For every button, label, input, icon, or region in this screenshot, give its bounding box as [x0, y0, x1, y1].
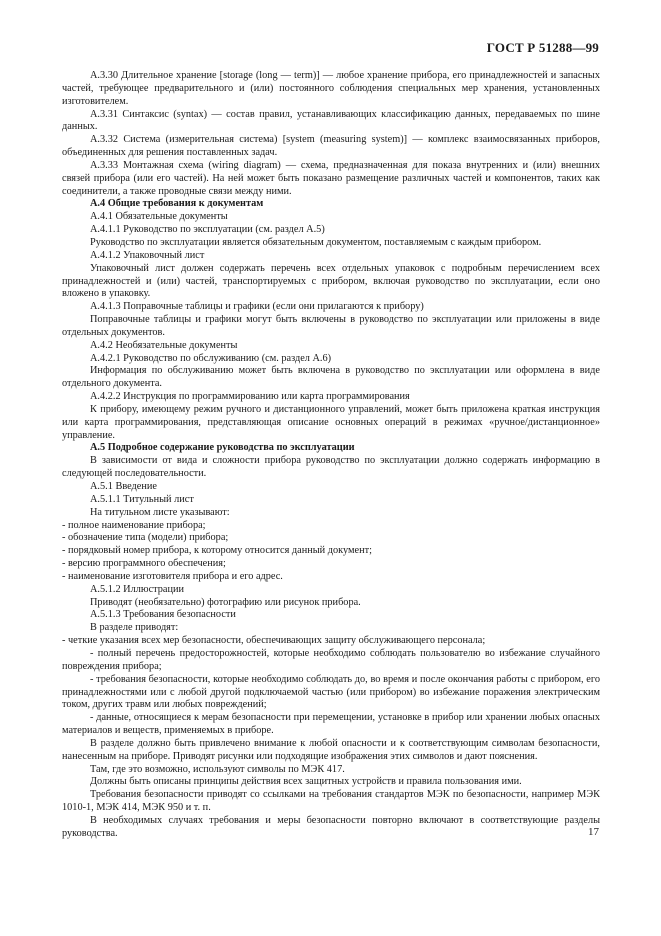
paragraph: - полное наименование прибора; [62, 519, 206, 531]
paragraph: Там, где это возможно, используют символы по МЭК 417. [90, 763, 345, 775]
paragraph: Упаковочный лист должен содержать перечень всех отдельных упаковок с подробным перечислением всех принадлежностей и (или) частей, транспортируемых с прибором, включая руководство по эксплуатации, если оно вложено в упаковку. [62, 262, 600, 300]
paragraph: К прибору, имеющему режим ручного и дистанционного управлений, может быть приложена краткая инструкция или карта программирования, представляющая описание основных операций в режимах «ручное/дистанционное» управление. [62, 403, 600, 441]
paragraph: - порядковый номер прибора, к которому относится данный документ; [62, 545, 372, 557]
paragraph: А.4.1.3 Поправочные таблицы и графики (если они прилагаются к прибору) [90, 301, 424, 313]
paragraph: Приводят (необязательно) фотографию или рисунок прибора. [90, 596, 361, 608]
paragraph: А.3.33 Монтажная схема (wiring diagram) — схема, предназначенная для показа внутренних и (или) внешних связей прибора (или его частей). На ней может быть показано размещение различных частей и компонентов, таких как соединители, а также проводные связи между ними. [62, 159, 600, 197]
paragraph: А.4.1.1 Руководство по эксплуатации (см. раздел А.5) [90, 224, 325, 236]
page-number: 17 [588, 826, 599, 838]
paragraph: А.4.1.2 Упаковочный лист [90, 249, 205, 261]
paragraph: А.4.2.1 Руководство по обслуживанию (см. раздел А.6) [90, 352, 332, 364]
paragraph: А.4.1 Обязательные документы [90, 211, 228, 223]
paragraph: - данные, относящиеся к мерам безопасности при перемещении, установке в прибор или хранении любых опасных материалов и веществ, применяемых в приборе. [62, 712, 600, 737]
paragraph: А.4.2 Необязательные документы [90, 339, 238, 351]
paragraph: А.5.1.2 Иллюстрации [90, 583, 185, 595]
paragraph: Должны быть описаны принципы действия всех защитных устройств и правила пользования ими. [90, 776, 522, 788]
paragraph: А.5.1 Введение [90, 481, 157, 492]
standard-designation: ГОСТ Р 51288—99 [486, 40, 599, 55]
paragraph: В зависимости от вида и сложности прибора руководство по эксплуатации должно содержать информацию в следующей последовательности. [62, 455, 600, 480]
paragraph: Руководство по эксплуатации является обязательным документом, поставляемым с каждым прибором. [90, 236, 542, 248]
paragraph: - требования безопасности, которые необходимо соблюдать до, во время и после окончания работы с прибором, его принадлежностями или с любой другой подключаемой частью (или прибором) во избежание поражения электрическим током, других травм или любых повреждений; [62, 673, 600, 711]
section-heading: А.4 Общие требования к документам [90, 198, 264, 210]
paragraph: А.5.1.1 Титульный лист [90, 493, 194, 505]
paragraph: А.4.2.2 Инструкция по программированию или карта программирования [90, 391, 410, 403]
paragraph: Поправочные таблицы и графики могут быть включены в руководство по эксплуатации или приложены в виде отдельных документов. [62, 314, 600, 338]
paragraph: Информация по обслуживанию может быть включена в руководство по эксплуатации или оформлена в виде отдельного документа. [62, 365, 600, 390]
paragraph: - полный перечень предосторожностей, которые необходимо соблюдать пользователю во избежание случайного повреждения прибора; [62, 647, 600, 672]
paragraph: На титульном листе указывают: [90, 506, 230, 518]
paragraph: В необходимых случаях требования и меры безопасности повторно включают в соответствующие разделы руководства. [62, 814, 600, 839]
paragraph: - версию программного обеспечения; [62, 558, 226, 570]
paragraph: А.3.30 Длительное хранение [storage (long — term)] — любое хранение прибора, его принадлежностей и запасных частей, требующее предварительного и (или) постоянного соблюдения специальных мер хранения, установленных изготовителем. [62, 70, 600, 107]
document-body [62, 70, 600, 841]
paragraph: А.3.32 Система (измерительная система) [system (measuring system)] — комплекс взаимосвязанных приборов, объединенных для решения поставленных задач. [62, 134, 600, 159]
paragraph: - наименование изготовителя прибора и его адрес. [62, 570, 283, 582]
paragraph: Требования безопасности приводят со ссылками на требования стандартов МЭК по безопасности, например МЭК 1010-1, МЭК 414, МЭК 950 и т. п. [62, 789, 600, 814]
paragraph: В разделе приводят: [90, 622, 179, 634]
paragraph: - четкие указания всех мер безопасности, обеспечивающих защиту обслуживающего персонала; [62, 635, 486, 647]
paragraph: В разделе должно быть привлечено внимание к любой опасности и к соответствующим символам безопасности, нанесенным на приборе. Приводят рисунки или подходящие изображения этих символов и дают пояснения. [62, 737, 600, 762]
section-heading: А.5 Подробное содержание руководства по эксплуатации [90, 442, 355, 454]
paragraph: - обозначение типа (модели) прибора; [62, 532, 229, 544]
paragraph: А.5.1.3 Требования безопасности [90, 609, 236, 621]
paragraph: А.3.31 Синтаксис (syntax) — состав правил, устанавливающих классификацию данных, передаваемых по шине данных. [62, 108, 600, 133]
